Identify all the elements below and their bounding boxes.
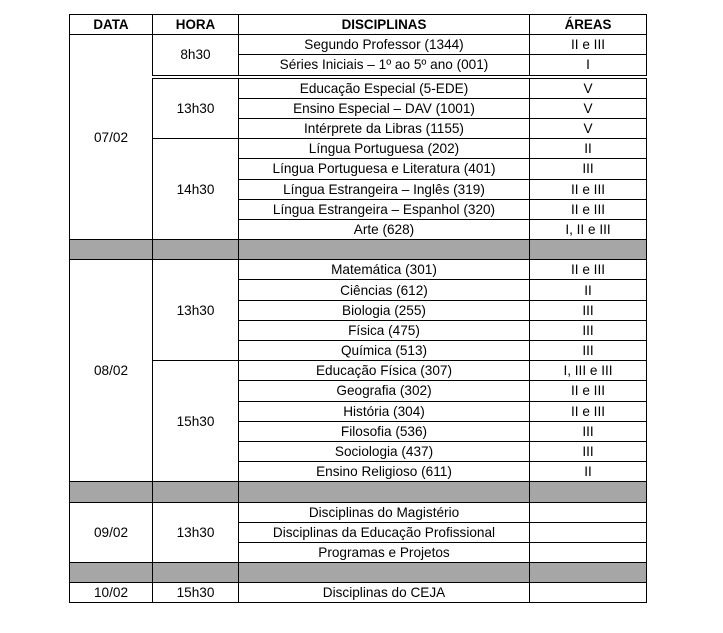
area-cell: II e III xyxy=(530,260,647,280)
discipline-cell: Disciplinas do CEJA xyxy=(239,583,530,603)
table-row xyxy=(70,583,647,603)
area-cell: II e III xyxy=(530,401,647,421)
table-row xyxy=(70,502,647,522)
table-row xyxy=(70,35,647,55)
area-cell: II e III xyxy=(530,35,647,55)
separator-cell xyxy=(153,563,239,583)
area-cell: I, II e III xyxy=(530,219,647,239)
separator-cell xyxy=(530,240,647,260)
table-row xyxy=(70,77,647,99)
date-cell: 07/02 xyxy=(70,35,153,240)
area-cell: I, III e III xyxy=(530,361,647,381)
schedule-table xyxy=(69,14,647,603)
area-cell: V xyxy=(530,118,647,138)
area-cell: III xyxy=(530,421,647,441)
separator-cell xyxy=(239,482,530,502)
time-cell: 13h30 xyxy=(153,77,239,139)
separator-row xyxy=(70,240,647,260)
separator-cell xyxy=(70,240,153,260)
discipline-cell: Séries Iniciais – 1º ao 5º ano (001) xyxy=(239,55,530,77)
date-cell: 10/02 xyxy=(70,583,153,603)
time-cell: 14h30 xyxy=(153,139,239,240)
header-disciplinas: DISCIPLINAS xyxy=(239,15,530,35)
separator-row xyxy=(70,482,647,502)
discipline-cell: Língua Estrangeira – Espanhol (320) xyxy=(239,199,530,219)
date-cell: 09/02 xyxy=(70,502,153,563)
area-cell: I xyxy=(530,55,647,77)
area-cell xyxy=(530,502,647,522)
area-cell: II xyxy=(530,462,647,482)
area-cell: V xyxy=(530,98,647,118)
discipline-cell: Língua Portuguesa e Literatura (401) xyxy=(239,159,530,179)
header-hora: HORA xyxy=(153,15,239,35)
discipline-cell: Ensino Especial – DAV (1001) xyxy=(239,98,530,118)
discipline-cell: Filosofia (536) xyxy=(239,421,530,441)
discipline-cell: Matemática (301) xyxy=(239,260,530,280)
time-cell: 13h30 xyxy=(153,260,239,361)
separator-cell xyxy=(70,563,153,583)
table-row xyxy=(70,260,647,280)
discipline-cell: Biologia (255) xyxy=(239,300,530,320)
area-cell: III xyxy=(530,320,647,340)
area-cell: II e III xyxy=(530,179,647,199)
separator-cell xyxy=(530,563,647,583)
discipline-cell: Língua Estrangeira – Inglês (319) xyxy=(239,179,530,199)
area-cell xyxy=(530,583,647,603)
area-cell: III xyxy=(530,300,647,320)
area-cell xyxy=(530,522,647,542)
discipline-cell: Sociologia (437) xyxy=(239,441,530,461)
separator-cell xyxy=(153,240,239,260)
area-cell: II e III xyxy=(530,199,647,219)
discipline-cell: Física (475) xyxy=(239,320,530,340)
discipline-cell: Arte (628) xyxy=(239,219,530,239)
area-cell: V xyxy=(530,77,647,99)
area-cell: II e III xyxy=(530,381,647,401)
discipline-cell: Ciências (612) xyxy=(239,280,530,300)
discipline-cell: Programas e Projetos xyxy=(239,542,530,562)
area-cell xyxy=(530,542,647,562)
header-row xyxy=(70,15,647,35)
separator-cell xyxy=(239,240,530,260)
discipline-cell: Segundo Professor (1344) xyxy=(239,35,530,55)
discipline-cell: Geografia (302) xyxy=(239,381,530,401)
discipline-cell: Disciplinas da Educação Profissional xyxy=(239,522,530,542)
discipline-cell: Ensino Religioso (611) xyxy=(239,462,530,482)
header-areas: ÁREAS xyxy=(530,15,647,35)
separator-cell xyxy=(530,482,647,502)
time-cell: 8h30 xyxy=(153,35,239,77)
separator-row xyxy=(70,563,647,583)
area-cell: III xyxy=(530,441,647,461)
separator-cell xyxy=(153,482,239,502)
discipline-cell: Disciplinas do Magistério xyxy=(239,502,530,522)
date-cell: 08/02 xyxy=(70,260,153,482)
time-cell: 13h30 xyxy=(153,502,239,563)
time-cell: 15h30 xyxy=(153,361,239,482)
area-cell: II xyxy=(530,280,647,300)
discipline-cell: Intérprete da Libras (1155) xyxy=(239,118,530,138)
table-row xyxy=(70,139,647,159)
schedule-body xyxy=(70,35,647,603)
separator-cell xyxy=(70,482,153,502)
separator-cell xyxy=(239,563,530,583)
area-cell: II xyxy=(530,139,647,159)
discipline-cell: Língua Portuguesa (202) xyxy=(239,139,530,159)
header-data: DATA xyxy=(70,15,153,35)
table-row xyxy=(70,361,647,381)
time-cell: 15h30 xyxy=(153,583,239,603)
discipline-cell: História (304) xyxy=(239,401,530,421)
area-cell: III xyxy=(530,159,647,179)
discipline-cell: Educação Física (307) xyxy=(239,361,530,381)
area-cell: III xyxy=(530,341,647,361)
discipline-cell: Química (513) xyxy=(239,341,530,361)
discipline-cell: Educação Especial (5-EDE) xyxy=(239,77,530,99)
